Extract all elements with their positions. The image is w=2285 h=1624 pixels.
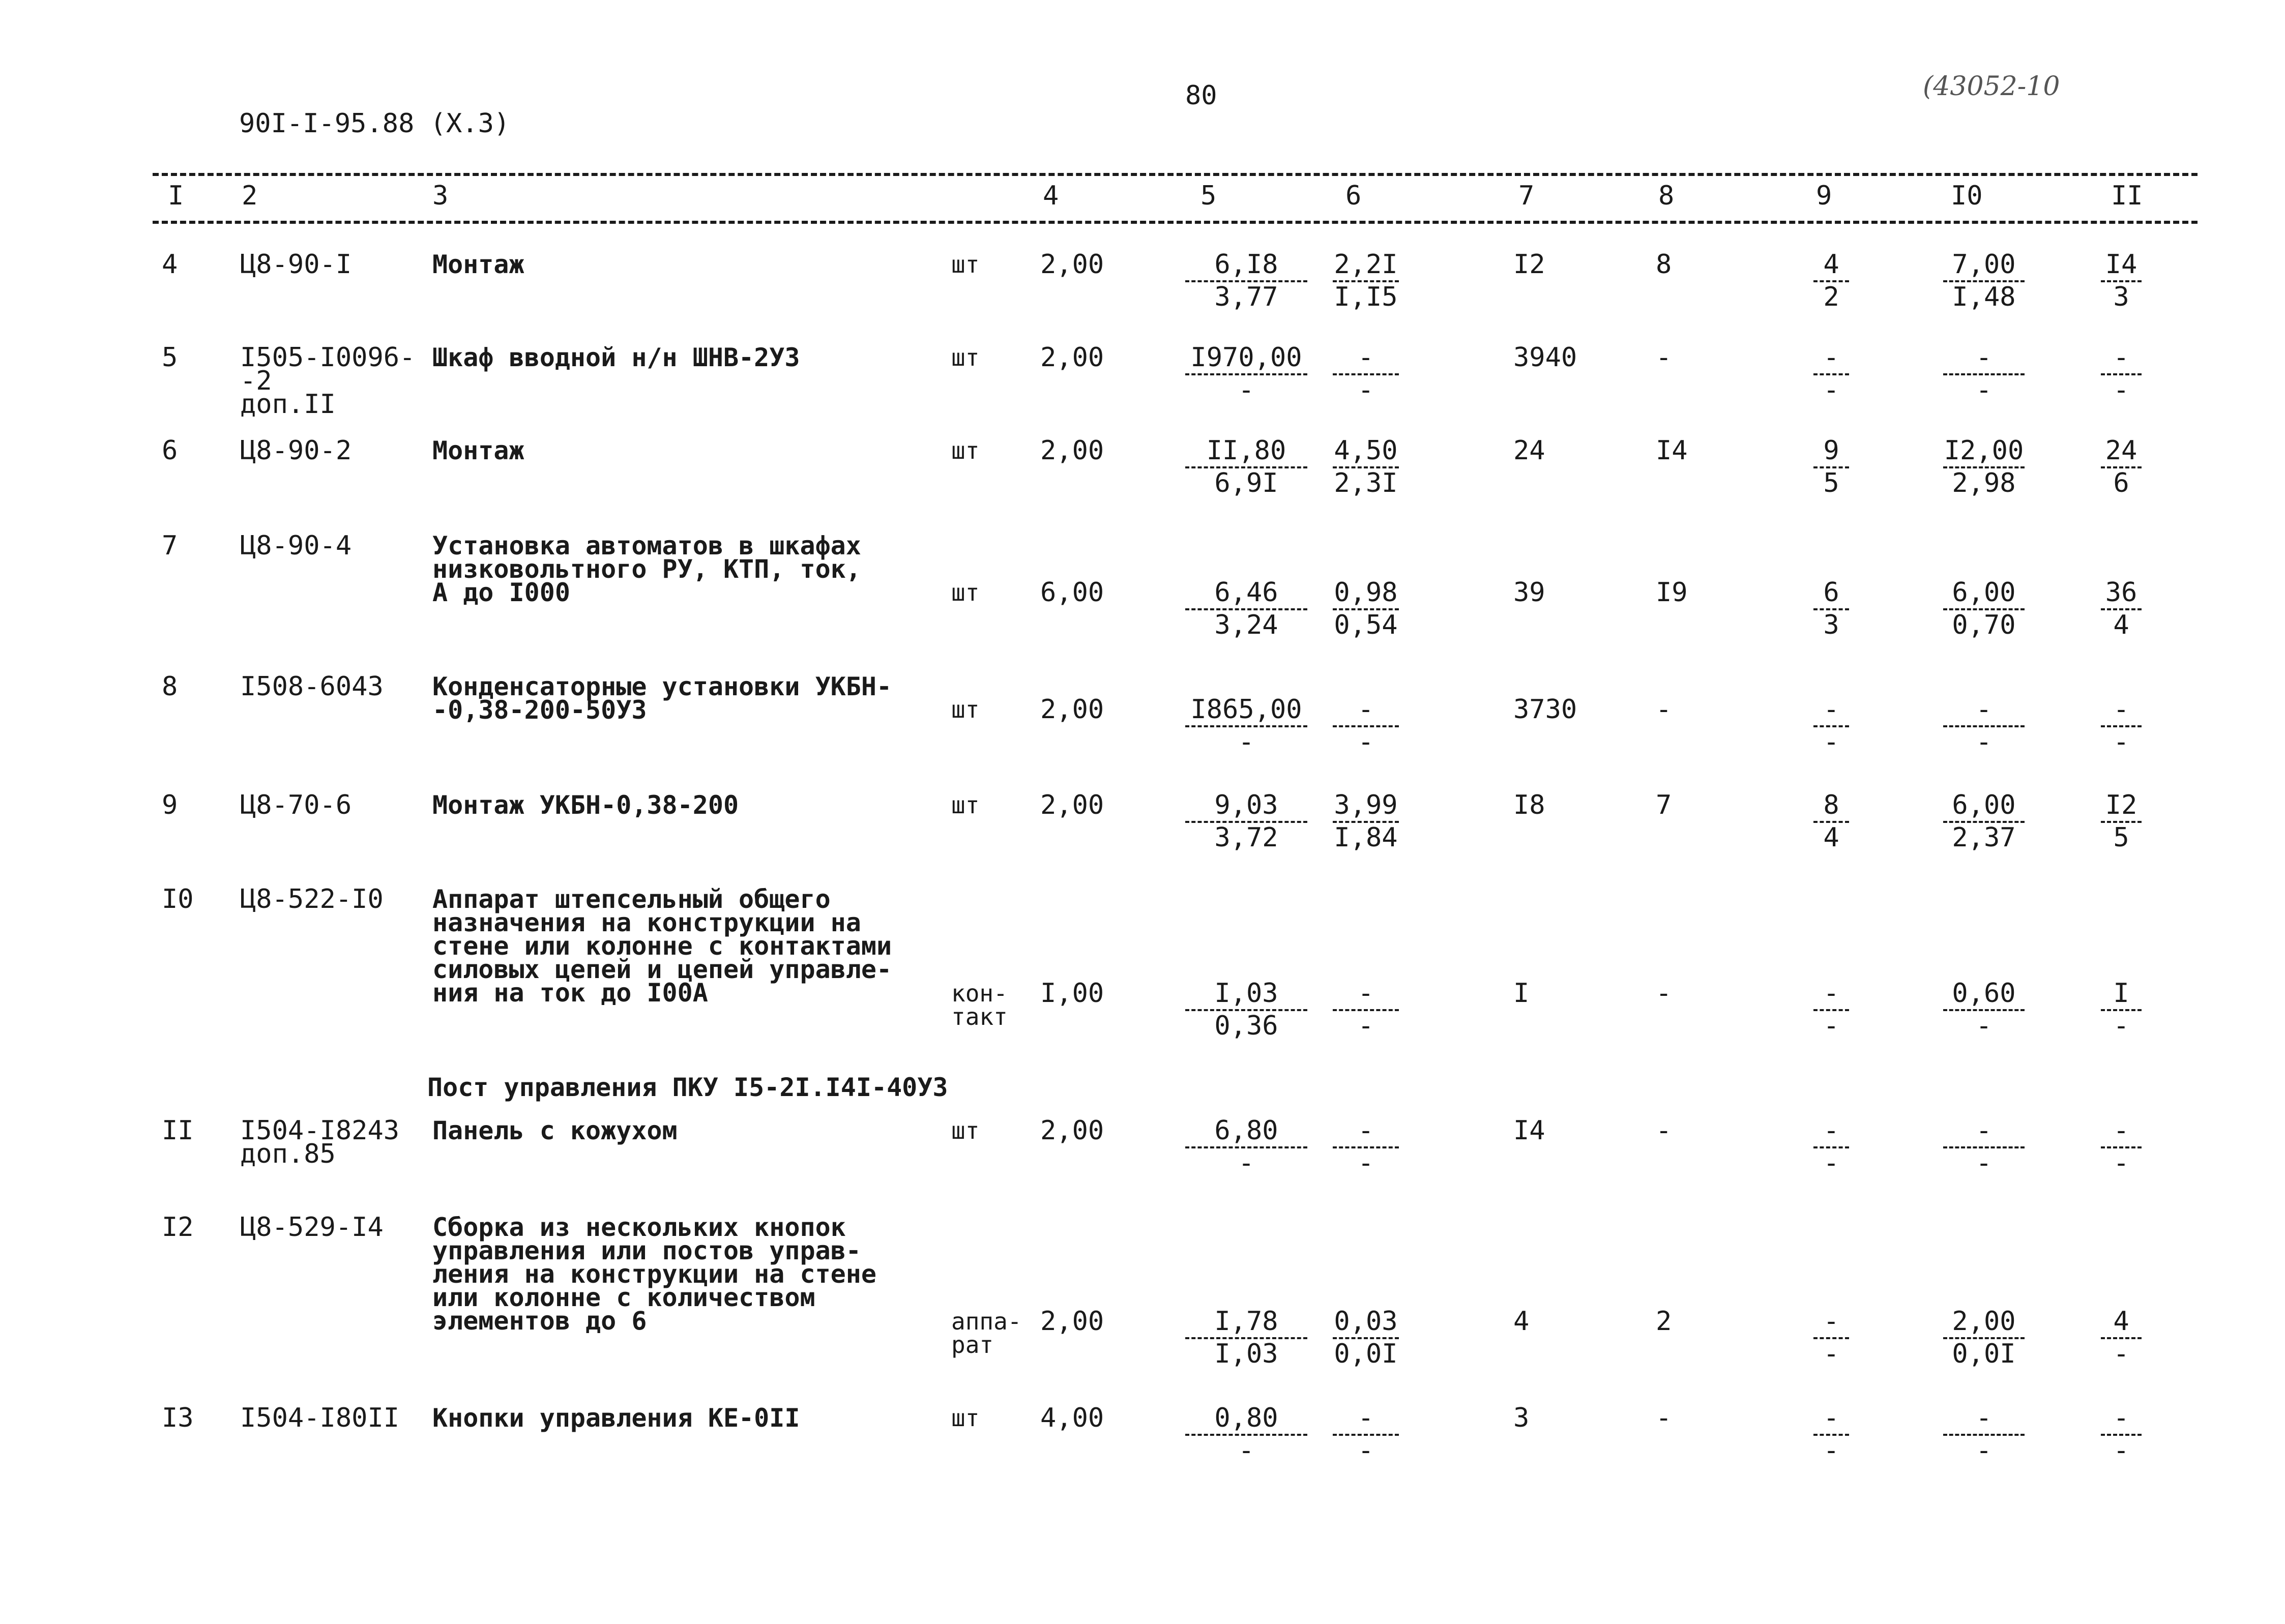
quantity: 6,00: [1040, 577, 1104, 608]
unit-labor-cost: [1333, 577, 1399, 640]
total-wages: I4: [1656, 435, 1688, 466]
total-machine-numerator: -: [1823, 1403, 1839, 1433]
unit-cost-numerator: 6,80: [1214, 1115, 1278, 1146]
unit-labor-cost-denominator: 0,54: [1334, 610, 1398, 640]
labor-hours-unit-denominator: 2,37: [1952, 822, 2016, 853]
unit-labor-cost-numerator: 0,98: [1334, 577, 1398, 608]
labor-hours-unit-numerator: 0,60: [1952, 978, 2016, 1009]
row-number: I3: [162, 1403, 194, 1433]
labor-hours-total-denominator: 3: [2113, 282, 2129, 312]
unit-cost-numerator: II,80: [1206, 435, 1286, 466]
item-description: Сборка из нескольких кнопок управления или постов управ- ления на конструкции на стене или колонне с количеством элементов до 6: [432, 1213, 876, 1336]
unit-labor-cost: [1333, 435, 1399, 498]
unit-labor-cost-denominator: -: [1358, 375, 1374, 405]
row-number: I2: [162, 1212, 194, 1243]
labor-hours-total-denominator: 4: [2113, 610, 2129, 640]
unit-cost: [1185, 1403, 1307, 1466]
labor-hours-total-numerator: I: [2113, 978, 2129, 1009]
row-number: 9: [162, 790, 178, 820]
total-machine-numerator: -: [1823, 978, 1839, 1009]
quantity: 4,00: [1040, 1403, 1104, 1433]
document-code: 90I-I-95.88 (X.3): [239, 108, 510, 139]
labor-hours-unit-denominator: 0,70: [1952, 610, 2016, 640]
unit-of-measure: шт: [951, 791, 980, 819]
unit-cost: [1185, 694, 1307, 757]
unit-of-measure: шт: [951, 437, 980, 464]
labor-hours-total: [2101, 694, 2142, 757]
unit-labor-cost-numerator: 3,99: [1334, 790, 1398, 820]
unit-labor-cost: [1333, 1306, 1399, 1369]
unit-cost-denominator: -: [1238, 1435, 1254, 1466]
item-description: Конденсаторные установки УКБН- -0,38-200-50УЗ: [432, 672, 892, 725]
labor-hours-unit-numerator: -: [1976, 342, 1992, 373]
quantity: 2,00: [1040, 342, 1104, 373]
total-machine-numerator: 4: [1823, 249, 1839, 280]
column-header-2: 2: [242, 181, 258, 211]
unit-cost-denominator: -: [1238, 1148, 1254, 1178]
unit-of-measure: шт: [951, 1404, 980, 1432]
total-wages: -: [1656, 694, 1672, 725]
unit-cost-numerator: 6,46: [1214, 577, 1278, 608]
unit-cost: [1185, 1306, 1307, 1369]
total-wages: 2: [1656, 1306, 1672, 1337]
row-number: 5: [162, 342, 178, 373]
row-number: I0: [162, 884, 194, 914]
item-description: Шкаф вводной н/н ШНВ-2УЗ: [432, 343, 800, 372]
item-description: Монтаж: [432, 436, 524, 465]
total-machine-denominator: -: [1823, 1011, 1839, 1041]
total-machine-numerator: -: [1823, 1115, 1839, 1146]
unit-cost-numerator: 6,I8: [1214, 249, 1278, 280]
total-wages: 8: [1656, 249, 1672, 280]
total-wages: -: [1656, 1115, 1672, 1146]
unit-labor-cost-denominator: I,84: [1334, 822, 1398, 853]
labor-hours-unit-denominator: -: [1976, 1011, 1992, 1041]
total-wages: -: [1656, 1403, 1672, 1433]
item-code: Ц8-90-I: [240, 249, 352, 280]
unit-labor-cost-denominator: 2,3I: [1334, 468, 1398, 498]
labor-hours-total-numerator: -: [2113, 1115, 2129, 1146]
column-header-1: I: [168, 181, 184, 211]
unit-labor-cost-numerator: -: [1358, 694, 1374, 725]
unit-labor-cost-numerator: 0,03: [1334, 1306, 1398, 1337]
labor-hours-total-numerator: I4: [2105, 249, 2137, 280]
labor-hours-unit-numerator: -: [1976, 1115, 1992, 1146]
total-machine-numerator: -: [1823, 1306, 1839, 1337]
unit-cost-numerator: I865,00: [1190, 694, 1302, 725]
total-machine: [1813, 435, 1849, 498]
item-code: Ц8-522-I0: [240, 884, 384, 914]
total-wages: -: [1656, 978, 1672, 1009]
unit-cost-denominator: -: [1238, 727, 1254, 757]
labor-hours-unit: [1943, 577, 2025, 640]
unit-of-measure: шт: [951, 1117, 980, 1144]
unit-cost-denominator: 3,24: [1214, 610, 1278, 640]
total-machine-denominator: 4: [1823, 822, 1839, 853]
unit-labor-cost-denominator: -: [1358, 1148, 1374, 1178]
unit-cost: [1185, 978, 1307, 1041]
item-description: Монтаж УКБН-0,38-200: [432, 790, 739, 820]
unit-labor-cost: [1333, 978, 1399, 1041]
total-cost: I2: [1513, 249, 1545, 280]
unit-labor-cost-numerator: -: [1358, 1403, 1374, 1433]
total-cost: I8: [1513, 790, 1545, 820]
unit-labor-cost-denominator: -: [1358, 727, 1374, 757]
total-machine-denominator: 3: [1823, 610, 1839, 640]
total-wages: -: [1656, 342, 1672, 373]
unit-labor-cost: [1333, 790, 1399, 853]
labor-hours-unit: [1943, 1115, 2025, 1178]
unit-cost-numerator: I,78: [1214, 1306, 1278, 1337]
total-machine-numerator: 6: [1823, 577, 1839, 608]
labor-hours-unit: [1943, 249, 2025, 312]
item-code: Ц8-90-2: [240, 435, 352, 466]
unit-cost-numerator: I970,00: [1190, 342, 1302, 373]
labor-hours-unit-numerator: 6,00: [1952, 577, 2016, 608]
labor-hours-unit-denominator: 0,0I: [1952, 1339, 2016, 1369]
total-machine-numerator: -: [1823, 342, 1839, 373]
unit-cost-denominator: 3,72: [1214, 822, 1278, 853]
item-description: Панель с кожухом: [432, 1116, 678, 1145]
unit-of-measure: аппа- рат: [951, 1308, 1022, 1359]
total-wages: 7: [1656, 790, 1672, 820]
row-number: 6: [162, 435, 178, 466]
labor-hours-total-numerator: -: [2113, 694, 2129, 725]
total-machine: [1813, 790, 1849, 853]
labor-hours-unit: [1943, 978, 2025, 1041]
unit-cost-denominator: 3,77: [1214, 282, 1278, 312]
column-header-4: 4: [1043, 181, 1059, 211]
unit-cost: [1185, 342, 1307, 405]
unit-labor-cost: [1333, 249, 1399, 312]
column-header-5: 5: [1200, 181, 1217, 211]
item-description: Кнопки управления КЕ-0II: [432, 1403, 800, 1433]
unit-cost-denominator: -: [1238, 375, 1254, 405]
quantity: 2,00: [1040, 1306, 1104, 1337]
quantity: 2,00: [1040, 249, 1104, 280]
labor-hours-total: [2101, 435, 2142, 498]
column-header-10: I0: [1951, 181, 1983, 211]
column-header-3: 3: [432, 181, 449, 211]
unit-cost: [1185, 435, 1307, 498]
item-code: I504-I8243 доп.85: [240, 1115, 400, 1169]
labor-hours-unit-denominator: -: [1976, 1148, 1992, 1178]
item-description: Аппарат штепсельный общего назначения на конструкции на стене или колонне с контактами силовых цепей и цепей управле- ния на ток до I00А: [432, 884, 892, 1008]
row-number: 8: [162, 671, 178, 702]
section-heading: Пост управления ПКУ I5-2I.I4I-40УЗ: [427, 1073, 948, 1102]
row-number: 4: [162, 249, 178, 280]
unit-cost: [1185, 790, 1307, 853]
labor-hours-unit: [1943, 342, 2025, 405]
total-machine-denominator: -: [1823, 375, 1839, 405]
item-code: I504-I80II: [240, 1403, 400, 1433]
labor-hours-total: [2101, 342, 2142, 405]
unit-cost-numerator: 0,80: [1214, 1403, 1278, 1433]
labor-hours-unit: [1943, 790, 2025, 853]
labor-hours-unit-denominator: I,48: [1952, 282, 2016, 312]
column-header-7: 7: [1518, 181, 1535, 211]
labor-hours-unit: [1943, 694, 2025, 757]
labor-hours-total: [2101, 249, 2142, 312]
row-number: 7: [162, 530, 178, 561]
labor-hours-total-numerator: I2: [2105, 790, 2137, 820]
page-number: 80: [1185, 80, 1217, 111]
labor-hours-total-denominator: 6: [2113, 468, 2129, 498]
total-cost: I4: [1513, 1115, 1545, 1146]
header-bottom-rule: [153, 221, 2198, 224]
unit-of-measure: шт: [951, 344, 980, 371]
labor-hours-unit-denominator: 2,98: [1952, 468, 2016, 498]
quantity: 2,00: [1040, 790, 1104, 820]
unit-labor-cost-numerator: 4,50: [1334, 435, 1398, 466]
unit-labor-cost-numerator: -: [1358, 978, 1374, 1009]
labor-hours-total-denominator: -: [2113, 1435, 2129, 1466]
unit-of-measure: кон- такт: [951, 980, 1008, 1030]
item-code: I508-6043: [240, 671, 384, 702]
unit-cost: [1185, 1115, 1307, 1178]
item-description: Установка автоматов в шкафах низковольтного РУ, КТП, ток, А до I000: [432, 531, 861, 607]
labor-hours-unit-denominator: -: [1976, 1435, 1992, 1466]
labor-hours-unit-denominator: -: [1976, 375, 1992, 405]
labor-hours-total-denominator: -: [2113, 1011, 2129, 1041]
total-machine-denominator: 5: [1823, 468, 1839, 498]
unit-labor-cost-denominator: I,I5: [1334, 282, 1398, 312]
total-cost: 4: [1513, 1306, 1530, 1337]
unit-labor-cost: [1333, 1403, 1399, 1466]
labor-hours-total: [2101, 790, 2142, 853]
labor-hours-total-numerator: 36: [2105, 577, 2137, 608]
column-header-11: II: [2111, 181, 2143, 211]
labor-hours-total-numerator: 4: [2113, 1306, 2129, 1337]
unit-cost: [1185, 249, 1307, 312]
column-header-8: 8: [1658, 181, 1675, 211]
labor-hours-total-denominator: 5: [2113, 822, 2129, 853]
total-machine-denominator: -: [1823, 1339, 1839, 1369]
total-machine: [1813, 978, 1849, 1041]
unit-labor-cost-numerator: 2,2I: [1334, 249, 1398, 280]
labor-hours-unit-numerator: 7,00: [1952, 249, 2016, 280]
labor-hours-total-denominator: -: [2113, 727, 2129, 757]
labor-hours-total-numerator: 24: [2105, 435, 2137, 466]
unit-labor-cost-numerator: -: [1358, 1115, 1374, 1146]
column-header-6: 6: [1345, 181, 1362, 211]
column-header-9: 9: [1816, 181, 1832, 211]
unit-cost-denominator: 6,9I: [1214, 468, 1278, 498]
total-cost: 24: [1513, 435, 1545, 466]
labor-hours-total-denominator: -: [2113, 1339, 2129, 1369]
item-code: Ц8-529-I4: [240, 1212, 384, 1243]
total-machine-denominator: -: [1823, 1148, 1839, 1178]
labor-hours-total: [2101, 577, 2142, 640]
quantity: 2,00: [1040, 694, 1104, 725]
total-machine: [1813, 249, 1849, 312]
total-machine-denominator: -: [1823, 1435, 1839, 1466]
labor-hours-total-denominator: -: [2113, 1148, 2129, 1178]
row-number: II: [162, 1115, 194, 1146]
labor-hours-total: [2101, 1403, 2142, 1466]
header-top-rule: [153, 173, 2198, 176]
total-cost: 3: [1513, 1403, 1530, 1433]
total-machine: [1813, 694, 1849, 757]
unit-cost-numerator: I,03: [1214, 978, 1278, 1009]
unit-labor-cost: [1333, 1115, 1399, 1178]
total-machine-numerator: -: [1823, 694, 1839, 725]
unit-labor-cost-denominator: -: [1358, 1011, 1374, 1041]
labor-hours-total: [2101, 1306, 2142, 1369]
unit-labor-cost-numerator: -: [1358, 342, 1374, 373]
total-machine: [1813, 1115, 1849, 1178]
unit-labor-cost: [1333, 342, 1399, 405]
unit-cost-numerator: 9,03: [1214, 790, 1278, 820]
labor-hours-unit: [1943, 1306, 2025, 1369]
labor-hours-total-numerator: -: [2113, 342, 2129, 373]
quantity: 2,00: [1040, 435, 1104, 466]
unit-cost-denominator: 0,36: [1214, 1011, 1278, 1041]
labor-hours-unit: [1943, 1403, 2025, 1466]
labor-hours-unit-denominator: -: [1976, 727, 1992, 757]
labor-hours-unit-numerator: I2,00: [1944, 435, 2024, 466]
total-machine-denominator: -: [1823, 727, 1839, 757]
item-code: Ц8-70-6: [240, 790, 352, 820]
total-cost: 3940: [1513, 342, 1577, 373]
unit-labor-cost: [1333, 694, 1399, 757]
item-code: I505-I0096- -2 доп.II: [240, 342, 416, 420]
total-cost: I: [1513, 978, 1530, 1009]
labor-hours-total: [2101, 1115, 2142, 1178]
total-machine: [1813, 1403, 1849, 1466]
total-machine-numerator: 8: [1823, 790, 1839, 820]
quantity: 2,00: [1040, 1115, 1104, 1146]
labor-hours-unit-numerator: -: [1976, 694, 1992, 725]
labor-hours-unit-numerator: 6,00: [1952, 790, 2016, 820]
labor-hours-total-numerator: -: [2113, 1403, 2129, 1433]
labor-hours-unit-numerator: -: [1976, 1403, 1992, 1433]
labor-hours-total: [2101, 978, 2142, 1041]
labor-hours-unit-numerator: 2,00: [1952, 1306, 2016, 1337]
total-machine: [1813, 1306, 1849, 1369]
unit-of-measure: шт: [951, 696, 980, 723]
unit-labor-cost-denominator: -: [1358, 1435, 1374, 1466]
labor-hours-unit: [1943, 435, 2025, 498]
unit-of-measure: шт: [951, 251, 980, 278]
quantity: I,00: [1040, 978, 1104, 1009]
unit-cost-denominator: I,03: [1214, 1339, 1278, 1369]
item-code: Ц8-90-4: [240, 530, 352, 561]
unit-labor-cost-denominator: 0,0I: [1334, 1339, 1398, 1369]
unit-cost: [1185, 577, 1307, 640]
total-machine: [1813, 342, 1849, 405]
total-machine-numerator: 9: [1823, 435, 1839, 466]
item-description: Монтаж: [432, 250, 524, 279]
labor-hours-total-denominator: -: [2113, 375, 2129, 405]
total-cost: 3730: [1513, 694, 1577, 725]
total-machine-denominator: 2: [1823, 282, 1839, 312]
total-cost: 39: [1513, 577, 1545, 608]
archive-stamp: (43052-10: [1923, 71, 2060, 102]
total-machine: [1813, 577, 1849, 640]
unit-of-measure: шт: [951, 579, 980, 606]
total-wages: I9: [1656, 577, 1688, 608]
